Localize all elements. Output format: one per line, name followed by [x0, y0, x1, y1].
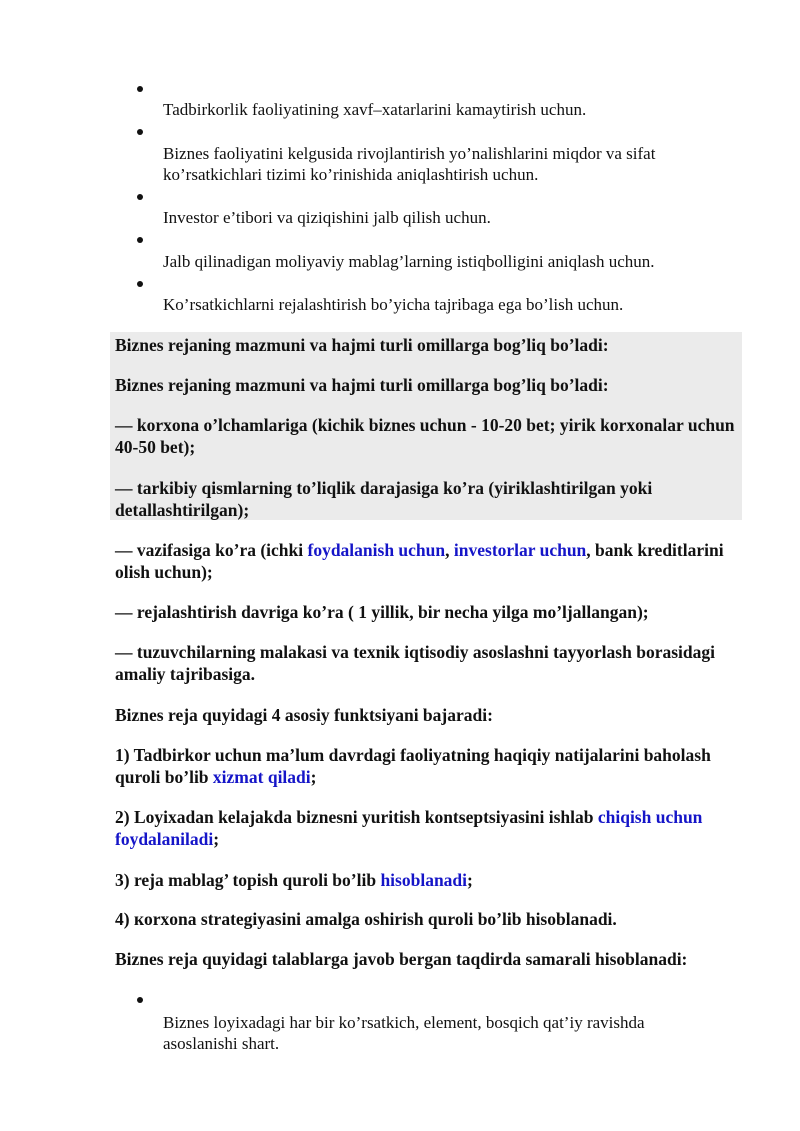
text-run: 1) Tadbirkor uchun ma’lum davrdagi faoliyatning haqiqiy natijalarini baholash quroli bo’lib — [115, 745, 711, 787]
paragraph — [115, 744, 735, 788]
bullet-icon — [137, 129, 143, 135]
text-run: ; — [213, 829, 220, 849]
bullet-text: Ko’rsatkichlarni rejalashtirish bo’yicha tajribaga ega bo’lish uchun. — [163, 295, 624, 314]
bullet-icon — [137, 86, 143, 92]
bullet-icon — [137, 281, 143, 287]
text-run: , bank kreditlarini olish uchun); — [115, 540, 724, 582]
bullet-text: Investor e’tibori va qiziqishini jalb qilish uchun. — [163, 208, 491, 227]
paragraph: Biznes rejaning mazmuni va hajmi turli omillarga bog’liq bo’ladi: — [115, 375, 609, 395]
link-hisoblanadi[interactable]: hisoblanadi — [380, 870, 468, 890]
bullet-icon — [137, 194, 143, 200]
paragraph: Biznes rejaning mazmuni va hajmi turli omillarga bog’liq bo’ladi: — [115, 335, 609, 355]
bullet-icon — [137, 997, 143, 1003]
bullet-text: Tadbirkorlik faoliyatining xavf–xatarlarini kamaytirish uchun. — [163, 100, 587, 119]
bullet-text: Jalb qilinadigan moliyaviy mablag’larning istiqbolligini aniqlash uchun. — [163, 252, 655, 271]
paragraph — [115, 806, 735, 850]
text-run: ; — [310, 767, 317, 787]
text-run: 3) reja mablag’ topish quroli bo’lib — [115, 870, 381, 890]
paragraph: Biznes reja quyidagi 4 asosiy funktsiyani bajaradi: — [115, 705, 493, 725]
paragraph: — tarkibiy qismlarning to’liqlik darajasiga ko’ra (yiriklashtirilgan yoki detallashtirilgan); — [115, 478, 653, 520]
link-investorlar[interactable]: investorlar uchun — [453, 540, 587, 560]
link-xizmat-qiladi[interactable]: xizmat qiladi — [212, 767, 311, 787]
paragraph: — tuzuvchilarning malakasi va texnik iqtisodiy asoslashni tayyorlash borasidagi amaliy tajribasiga. — [115, 642, 715, 684]
bullet-text: Biznes faoliyatini kelgusida rivojlantirish yo’nalishlarini miqdor va sifat ko’rsatkichlari tizimi ko’rinishida aniqlashtirish uchun. — [163, 144, 656, 184]
paragraph: — rejalashtirish davriga ko’ra ( 1 yillik, bir necha yilga mo’ljallangan); — [115, 602, 649, 622]
bullet-text: Biznes loyixadagi har bir ko’rsatkich, element, bosqich qat’iy ravishda asoslanishi shart. — [163, 1013, 645, 1053]
link-chiqish-uchun[interactable]: chiqish uchun foydalaniladi — [115, 807, 703, 849]
text-run: , — [445, 540, 454, 560]
text-run: ; — [467, 870, 473, 890]
paragraph — [115, 869, 735, 891]
paragraph: — korxona o’lchamlariga (kichik biznes uchun - 10-20 bet; yirik korxonalar uchun 40-50 bet); — [115, 415, 735, 457]
paragraph: 4) кorxona strategiyasini amalga oshirish quroli bo’lib hisoblanadi. — [115, 909, 617, 929]
link-foydalanish[interactable]: foydalanish uchun — [307, 540, 446, 560]
paragraph: Biznes reja quyidagi talablarga javob bergan taqdirda samarali hisoblanadi: — [115, 949, 688, 969]
bullet-icon — [137, 237, 143, 243]
text-run: — vazifasiga ko’ra (ichki — [115, 540, 308, 560]
paragraph — [115, 539, 735, 583]
text-run: 2) Loyixadan kelajakda biznesni yuritish kontseptsiyasini ishlab — [115, 807, 598, 827]
